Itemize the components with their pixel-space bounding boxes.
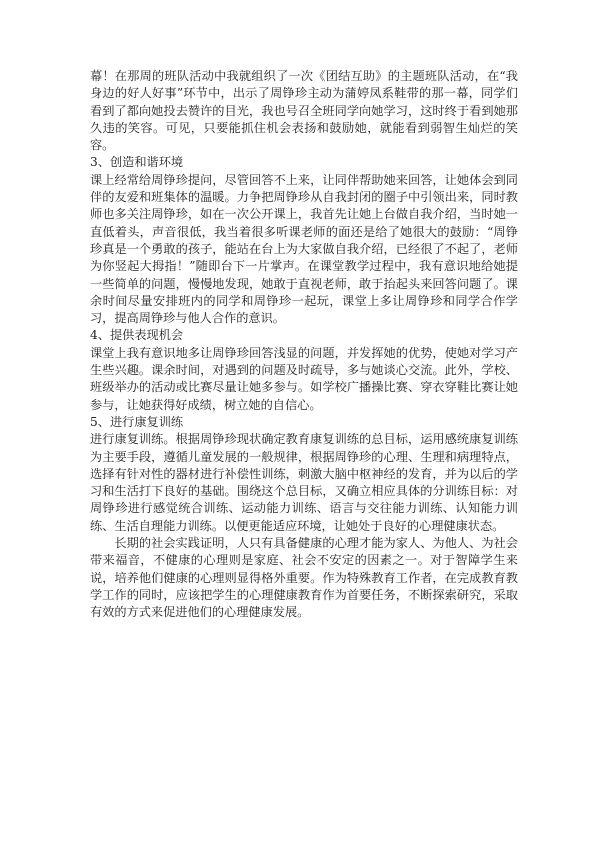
paragraph-performance-opportunities: 课堂上我有意识地多让周铮珍回答浅显的问题，并发挥她的优势，使她对学习产生些兴趣。课余时间，对遇到的问题及时疏导，多与她谈心交流。此外，学校、班级举办的活动或比赛尽量让她多参与。如学校广播操比赛、穿衣穿鞋比赛让她参与，让她获得好成绩，树立她的自信心。 <box>90 345 518 412</box>
heading-harmonious-environment: 3、创造和谐环境 <box>90 155 184 170</box>
paragraph-conclusion: 长期的社会实践证明，人只有具备健康的心理才能为家人、为他人、为社会带来福音，不健康的心理则是家庭、社会不安定的因素之一。对于智障学生来说，培养他们健康的心理则显得格外重要。作为特殊教育工作者，在完成教育教学工作的同时，应该把学生的心理健康教育作为首要任务，不断探索研究，采取有效的方式来促进他们的心理健康发展。 <box>90 536 518 620</box>
paragraph-praise-conclusion: 幕！在那周的班队活动中我就组织了一次《团结互助》的主题班队活动，在“我身边的好人好事”环节中，出示了周铮珍主动为蒲婷凤系鞋带的那一幕，同学们看到了都向她投去赞许的目光，我也号召全班同学向她学习，这时终于看到她那久违的笑容。可见，只要能抓住机会表扬和鼓励她，就能看到弱智生灿烂的笑容。 <box>90 69 518 153</box>
heading-rehabilitation-training: 5、进行康复训练 <box>90 414 184 429</box>
document-body <box>90 68 518 622</box>
paragraph-rehabilitation-training: 进行康复训练。根据周铮珍现状确定教育康复训练的总目标，运用感统康复训练为主要手段，遵循儿童发展的一般规律，根据周铮珍的心理、生理和病理特点，选择有针对性的器材进行补偿性训练，刺激大脑中枢神经的发育，并为以后的学习和生活打下良好的基础。围绕这个总目标，又确立相应具体的分训练目标：对周铮珍进行感觉统合训练、运动能力训练、语言与交往能力训练、认知能力训练、生活自理能力训练。以便更能适应环境，让她处于良好的心理健康状态。 <box>90 432 518 533</box>
paragraph-harmonious-environment: 课上经常给周铮珍提问，尽管回答不上来，让同伴帮助她来回答，让她体会到同伴的友爱和班集体的温暖。力争把周铮珍从自我封闭的圈子中引领出来，同时教师也多关注周铮珍，如在一次公开课上，我首先让她上台做自我介绍，当时她一直低着头，声音很低，我当着很多听课老师的面还是给了她很大的鼓励：“周铮珍真是一个勇敢的孩子，能站在台上为大家做自我介绍，已经很了不起了，老师为你竖起大拇指！”随即台下一片掌声。在课堂教学过程中，我有意识地给她提一些简单的问题，慢慢地发现，她敢于直视老师，敢于抬起头来回答问题了。课余时间尽量安排班内的同学和周铮珍一起玩，课堂上多让周铮珍和同学合作学习，提高周铮珍与他人合作的意识。 <box>90 172 518 326</box>
heading-performance-opportunities: 4、提供表现机会 <box>90 328 184 343</box>
